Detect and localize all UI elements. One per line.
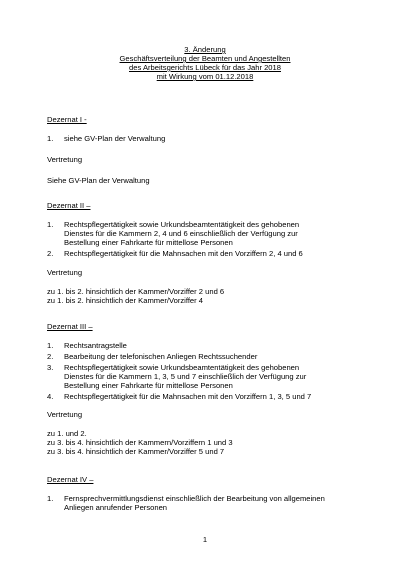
dezernat-2-heading: Dezernat II – (47, 201, 91, 210)
dezernat-4-list (47, 494, 377, 514)
dezernat-3-heading: Dezernat III – (47, 322, 93, 331)
list-item: 2. Rechtspflegertätigkeit für die Mahnsachen mit den Vorziffern 2, 4 und 6 (47, 249, 303, 258)
title-line-3: des Arbeitsgerichts Lübeck für das Jahr 2018 (129, 63, 281, 72)
dezernat-1-heading: Dezernat I - (47, 115, 87, 124)
document-title (0, 45, 410, 81)
list-item: 1. Fernsprechvermittlungsdienst einschließlich der Bearbeitung von allgemeinen Anliegen anrufender Personen (47, 494, 325, 512)
dezernat-2-vertretung-label: Vertretung (47, 268, 83, 277)
dezernat-1-list (47, 134, 377, 145)
dezernat-2-list (47, 220, 377, 260)
dezernat-2-vertretung: zu 1. bis 2. hinsichtlich der Kammer/Vorziffer 2 und 6 zu 1. bis 2. hinsichtlich der Kammer/Vorziffer 4 (47, 287, 225, 305)
title-line-1: 3. Änderung (184, 45, 226, 54)
dezernat-1-vertretung-label: Vertretung (47, 155, 83, 164)
list-item: 3. Rechtspflegertätigkeit sowie Urkundsbeamtentätigkeit des gehobenen Dienstes für die Kammern 1, 3, 5 und 7 einschließlich der Verfügung zur Bestellung einer Fahrkarte für mittellose Personen (47, 363, 307, 390)
list-item: 1. Rechtspflegertätigkeit sowie Urkundsbeamtentätigkeit des gehobenen Dienstes für die Kammern 2, 4 und 6 einschließlich der Verfügung zur Bestellung einer Fahrkarte für mittellose Personen (47, 220, 300, 247)
dezernat-3-vertretung-label: Vertretung (47, 410, 83, 419)
title-line-4: mit Wirkung vom 01.12.2018 (156, 72, 254, 81)
page-number: 1 (202, 535, 208, 544)
dezernat-3-list (47, 341, 377, 403)
list-item: 4. Rechtspflegertätigkeit für die Mahnsachen mit den Vorziffern 1, 3, 5 und 7 (47, 392, 312, 401)
dezernat-4-heading: Dezernat IV – (47, 475, 94, 484)
list-item: 2. Bearbeitung der telefonischen Anliegen Rechtssuchender (47, 352, 258, 361)
dezernat-3-vertretung: zu 1. und 2. zu 3. bis 4. hinsichtlich der Kammern/Vorziffern 1 und 3 zu 3. bis 4. hinsichtlich der Kammer/Vorziffer 5 und 7 (47, 429, 233, 456)
list-item: 1. Rechtsantragstelle (47, 341, 127, 350)
title-line-2: Geschäftsverteilung der Beamten und Angestellten (119, 54, 291, 63)
dezernat-1-vertretung: Siehe GV-Plan der Verwaltung (47, 176, 150, 185)
list-item: 1. siehe GV-Plan der Verwaltung (47, 134, 166, 143)
